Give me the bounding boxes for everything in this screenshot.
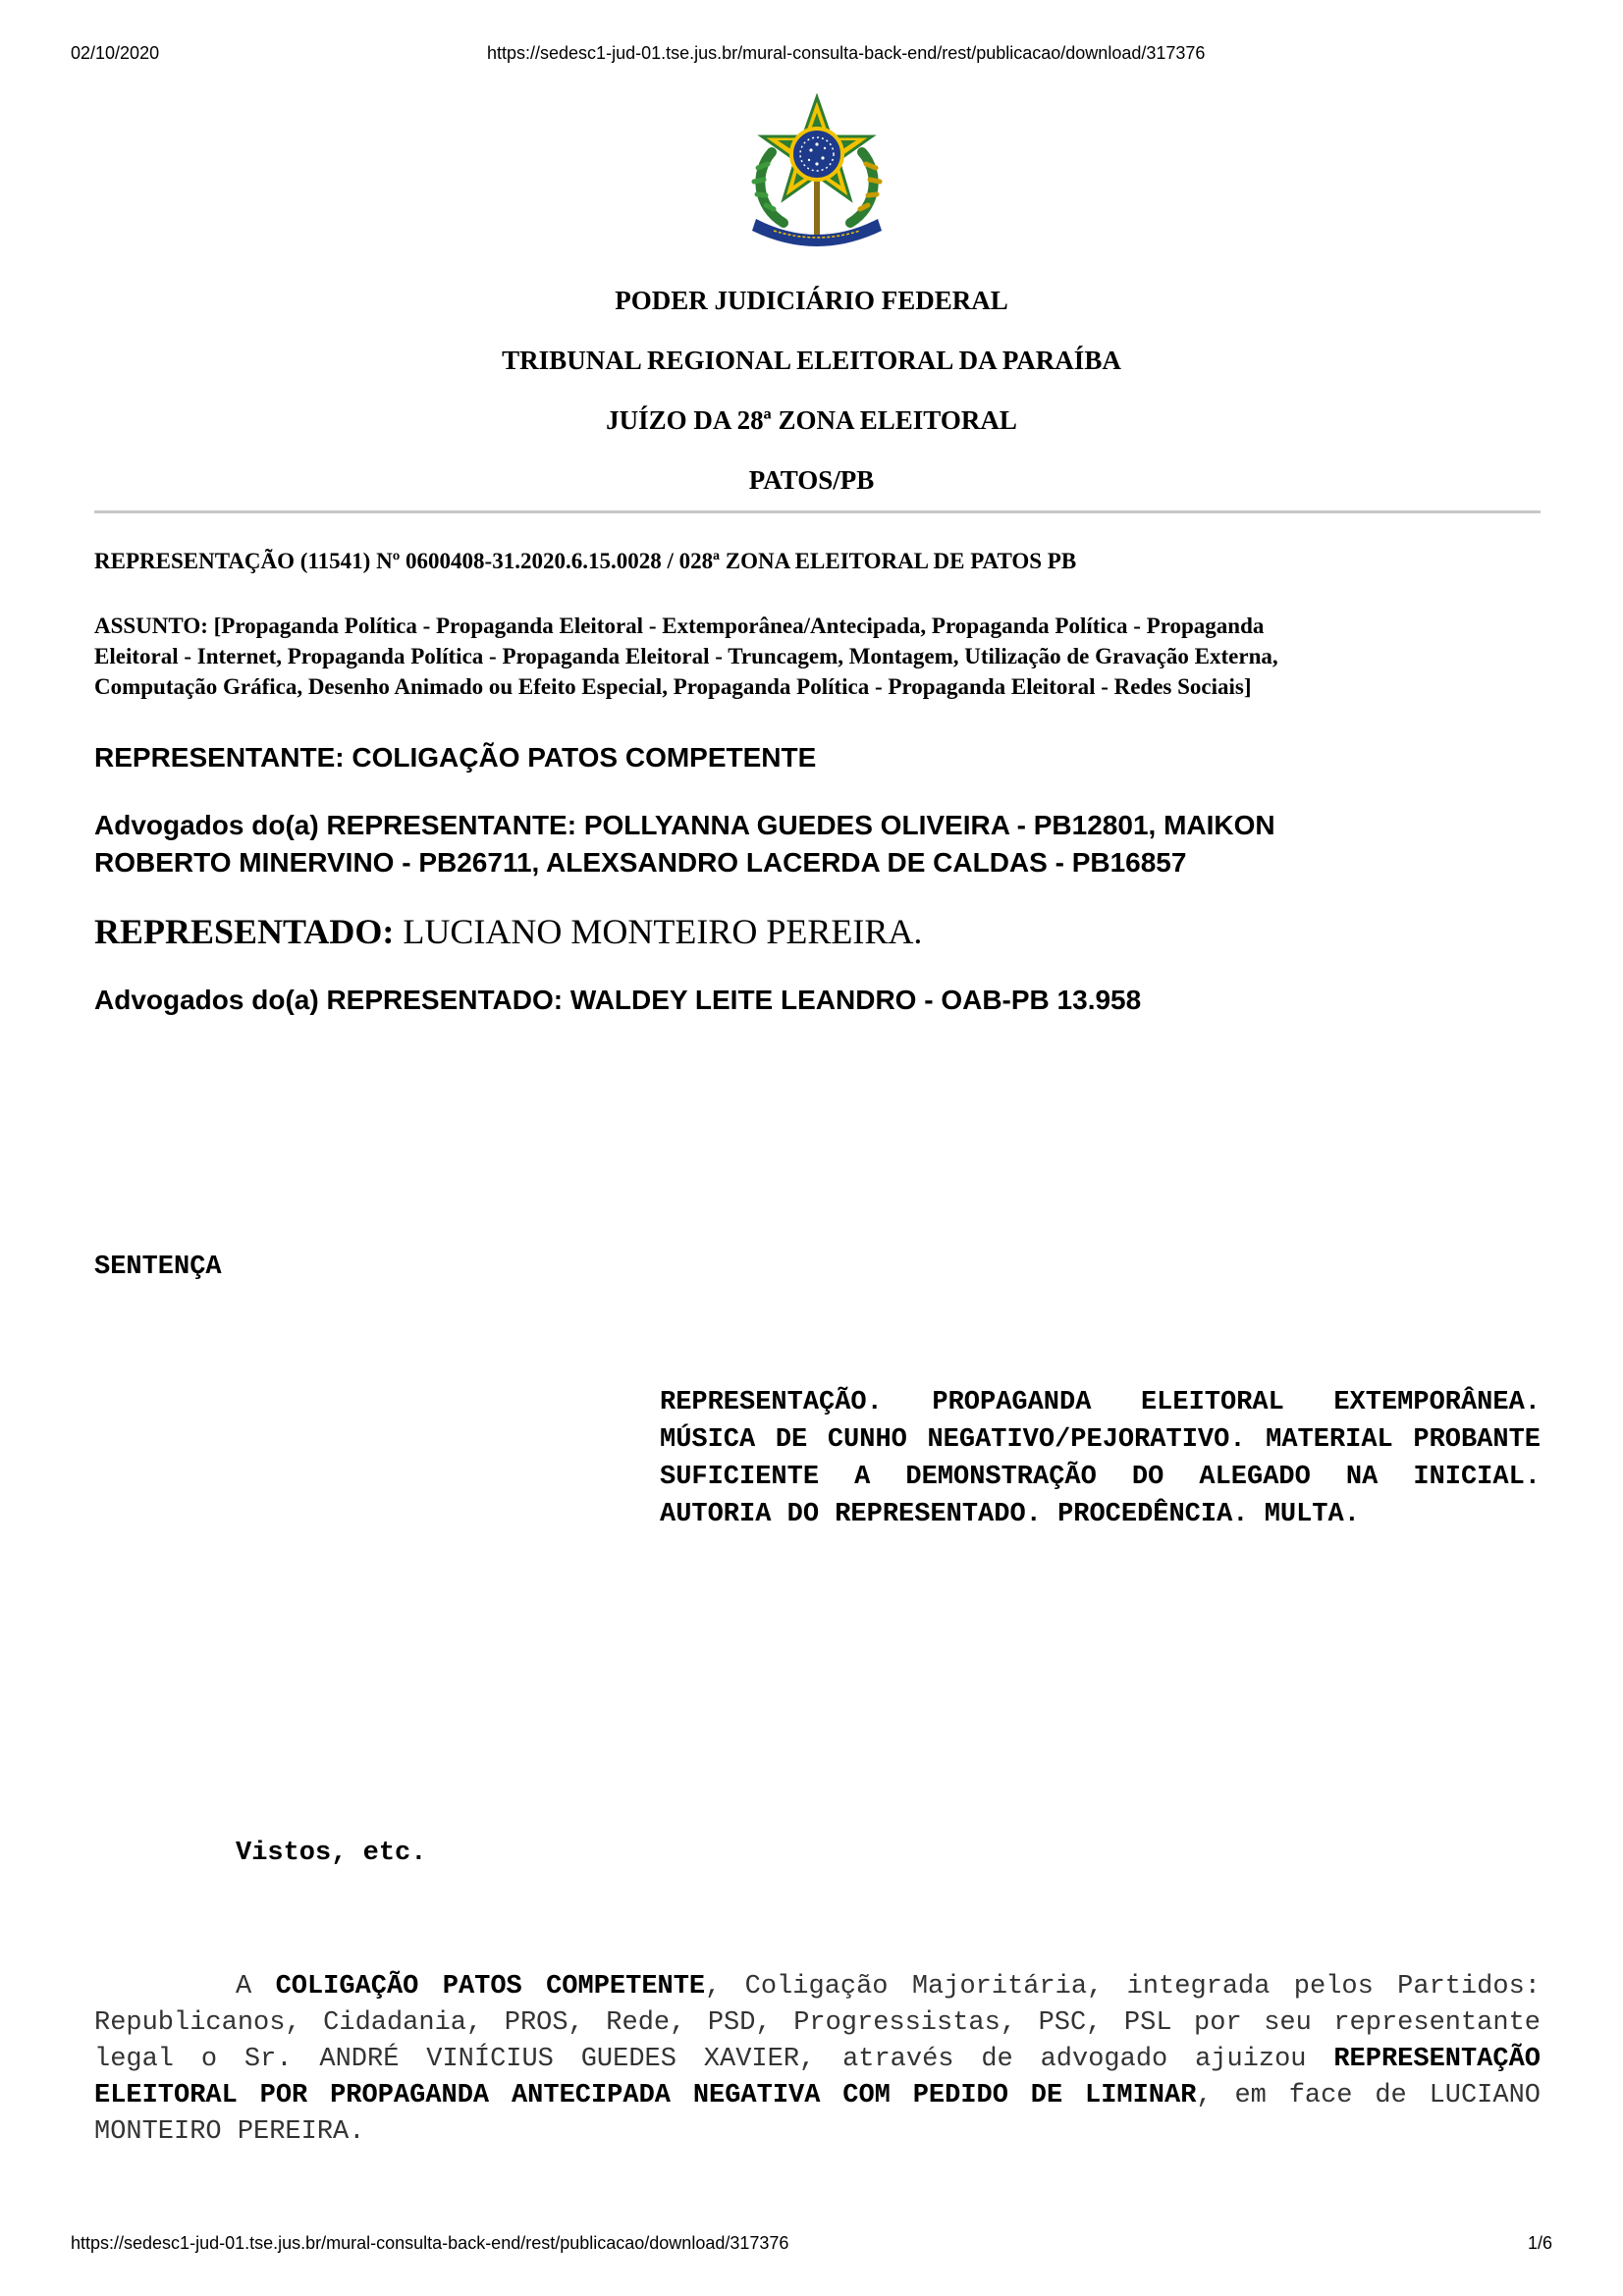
advogados-representado: Advogados do(a) REPRESENTADO: WALDEY LEITE LEANDRO - OAB-PB 13.958 (94, 985, 1142, 1015)
representado-label: REPRESENTADO: (94, 912, 395, 951)
brazil-coat-of-arms-icon (734, 93, 899, 248)
advogados-line: Advogados do(a) REPRESENTANTE: POLLYANNA GUEDES OLIVEIRA - PB12801, MAIKON (94, 810, 1275, 840)
vistos: Vistos, etc. (236, 1839, 427, 1868)
representado-name: LUCIANO MONTEIRO PEREIRA. (394, 912, 923, 951)
advogados-representante (94, 807, 1275, 881)
print-header-url: https://sedesc1-jud-01.tse.jus.br/mural-consulta-back-end/rest/publicacao/download/317376 (487, 43, 1206, 63)
subject-line: Eleitoral - Internet, Propaganda Política - Propaganda Eleitoral - Truncagem, Montagem, Utilização de Gravação Externa, (94, 644, 1278, 668)
sentenca-paragraph (94, 1969, 1541, 2151)
paragraph-text: A (236, 1972, 276, 2002)
case-number: REPRESENTAÇÃO (11541) Nº 0600408-31.2020.6.15.0028 / 028ª ZONA ELEITORAL DE PATOS PB (94, 549, 1077, 573)
paragraph-bold: REPRESENTAÇÃO ELEITORAL POR PROPAGANDA ANTECIPADA NEGATIVA COM PEDIDO DE LIMINAR (94, 2045, 1541, 2110)
header-divider (94, 510, 1541, 513)
paragraph-bold: COLIGAÇÃO PATOS COMPETENTE (275, 1972, 706, 2002)
paragraph-text: , Coligação Majoritária, integrada pelos Partidos: Republicanos, Cidadania, PROS, Rede, PSD, Progressistas, PSC, PSL por seu representante legal o Sr. ANDRÉ VINÍCIUS GUEDES XAVIER, através de advogado ajuizou (94, 1972, 1541, 2074)
representante: REPRESENTANTE: COLIGAÇÃO PATOS COMPETENTE (94, 742, 817, 773)
sentenca-title: SENTENÇA (94, 1253, 222, 1282)
print-date: 02/10/2020 (71, 43, 160, 63)
subject-line: Computação Gráfica, Desenho Animado ou Efeito Especial, Propaganda Política - Propaganda Eleitoral - Redes Sociais] (94, 674, 1252, 699)
sentenca-summary: REPRESENTAÇÃO. PROPAGANDA ELEITORAL EXTEMPORÂNEA. MÚSICA DE CUNHO NEGATIVO/PEJORATIVO. MATERIAL PROBANTE SUFICIENTE A DEMONSTRAÇÃO DO ALEGADO NA INICIAL. AUTORIA DO REPRESENTADO. PROCEDÊNCIA. MULTA. (660, 1388, 1541, 1529)
court-line-4: PATOS/PB (748, 465, 875, 495)
page-number: 1/6 (1527, 2233, 1552, 2253)
advogados-line: ROBERTO MINERVINO - PB26711, ALEXSANDRO LACERDA DE CALDAS - PB16857 (94, 847, 1187, 878)
court-line-3: JUÍZO DA 28ª ZONA ELEITORAL (606, 405, 1017, 435)
representado (94, 911, 922, 952)
case-subject (94, 611, 1278, 702)
print-footer-url[interactable]: https://sedesc1-jud-01.tse.jus.br/mural-consulta-back-end/rest/publicacao/download/317376 (71, 2233, 789, 2253)
court-line-1: PODER JUDICIÁRIO FEDERAL (615, 286, 1008, 315)
court-line-2: TRIBUNAL REGIONAL ELEITORAL DA PARAÍBA (502, 346, 1121, 375)
paragraph-text: , em face de LUCIANO MONTEIRO PEREIRA. (94, 2081, 1541, 2147)
subject-line: ASSUNTO: [Propaganda Política - Propaganda Eleitoral - Extemporânea/Antecipada, Propaganda Política - Propaganda (94, 614, 1265, 638)
